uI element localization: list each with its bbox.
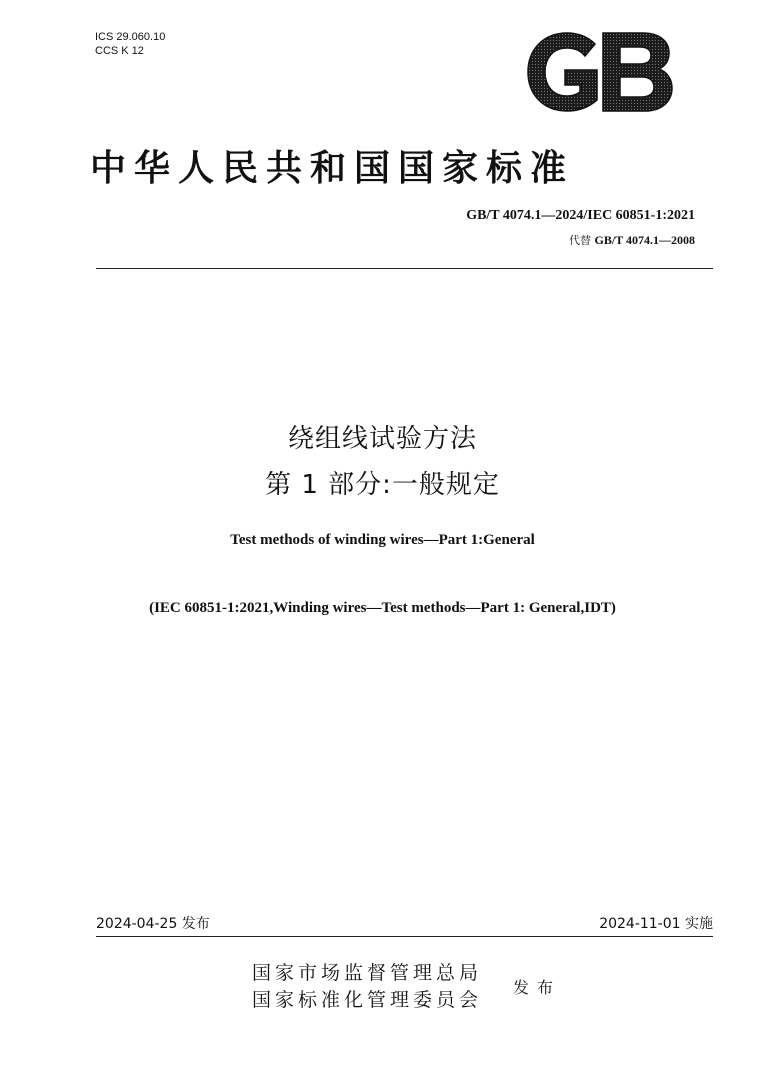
standard-number: GB/T 4074.1—2024/IEC 60851-1:2021 [466,208,695,223]
replaces-number: GB/T 4074.1—2008 [594,233,695,247]
iec-equivalence-note: (IEC 60851-1:2021,Winding wires—Test methods—Part 1: General,IDT) [149,600,616,616]
publication-date: 2024-04-25 发布 [96,916,210,932]
issuer-sac: 国家标准化管理委员会 [252,989,483,1011]
implementation-date: 2024-11-01 实施 [599,916,713,932]
chinese-title-line2: 第 1 部分:一般规定 [265,470,500,500]
replaces-label: 代替 [569,234,592,247]
ics-code: ICS 29.060.10 [95,31,166,43]
footer-divider [96,936,713,937]
gb-logo-graphic [525,30,673,114]
chinese-title-line1: 绕组线试验方法 [287,424,477,454]
issuer-samr: 国家市场监督管理总局 [252,962,483,984]
ccs-code: CCS K 12 [95,45,144,57]
national-standard-heading: 中华人民共和国国家标准 [90,147,575,189]
english-title: Test methods of winding wires—Part 1:General [230,532,535,548]
issue-label: 发布 [513,978,562,997]
gb-logo-icon [525,30,673,114]
classification-codes [95,30,165,58]
replaces-note [569,232,695,248]
issuing-organizations [252,960,482,1014]
header-divider [96,268,713,269]
